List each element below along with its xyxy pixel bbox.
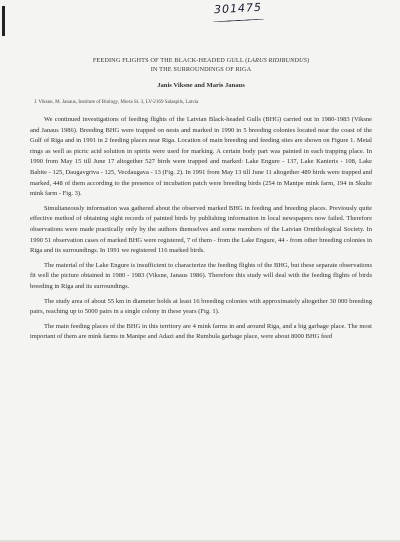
paper-title xyxy=(30,56,372,74)
author-affiliation: J. Viksne, M. Janaus, Institute of Biology, Miera St. 3, LV-2169 Salaspils, Latvia xyxy=(34,99,199,105)
handwritten-catalog-number: 301475 xyxy=(213,0,263,17)
title-line2: IN THE SURROUNDINGS OF RIGA xyxy=(150,66,252,73)
paragraph: The material of the Lake Engure is insufficient to characterize the feeding flights of the BHG, but these separate observations fit well the picture obtained in 1980 - 1983 (Viksne, Janaus 1986). Therefore this study will deal with the feeding flights of birds breeding in Riga and its surroundings. xyxy=(30,261,372,290)
page-edge-mark xyxy=(2,6,5,36)
title-latin-name: LARUS RIDIBUNDUS xyxy=(247,57,307,64)
paragraph: Simultaneously information was gathered about the observed marked BHG in feeding and breeding places. Previously quite effective method of obtaining sight records of painted birds by publishing information in local newspapers now failed. Therefore observations were made practically only by the authors themselves and some members of the Latvian Ornithological Society. In 1990 51 observation cases of marked BHG were registered, 7 of them - from the Lake Engure, 44 - from other breeding colonies in Riga and its surroundings. In 1991 we registered 116 marked birds. xyxy=(30,204,372,255)
title-line1-suffix: ) xyxy=(306,57,310,64)
paragraph: The study area of about 55 km in diameter holds at least 16 breeding colonies with approximately altogether 30 000 breeding pairs, reaching up to 5000 pairs in a single colony in these years (Fig. 1). xyxy=(30,297,372,316)
paragraph: The main feeding places of the BHG in this territory are 4 mink farms in and around Riga, and a big garbage place. The most important of them are mink farms in Manipe and Adazi and the Rumbula garbage place, were about 8000 BHG feed xyxy=(30,322,372,341)
title-line1-prefix: FEEDING FLIGHTS OF THE BLACK-HEADED GULL ( xyxy=(92,57,248,64)
paragraph: We continued investigations of feeding flights of the Latvian Black-headed Gulls (BHG) carried out in 1980-1983 (Viksne and Janaus 1986). Breeding BHG were trapped on nests and marked in 1990 in 5 breeding colonies located near the coast of the Gulf of Riga and in 1991 in 2 feeding places near Riga. Location of main breeding and feeding sites are shown on Figure 1. Metal rings as well as picric acid solution in spirits were used for marking. A certain body part was painted in each trapping place. In 1990 from May 15 till June 17 altogether 527 birds were trapped and marked: Lake Engure - 137, Lake Kanieris - 108, Lake Babite - 125, Daugavgriva - 125, Vecdaugava - 13 (Fig. 2). In 1991 from May 13 till June 11 altogether 489 birds were trapped and marked, 448 of them according to the presence of incubation patch were breeding birds (254 in Manipe mink farm, 194 in Skulte mink farm - Fig. 3). xyxy=(30,116,372,198)
paper-body xyxy=(30,56,372,347)
paper-authors: Janis Viksne and Maris Janaus xyxy=(157,82,245,89)
